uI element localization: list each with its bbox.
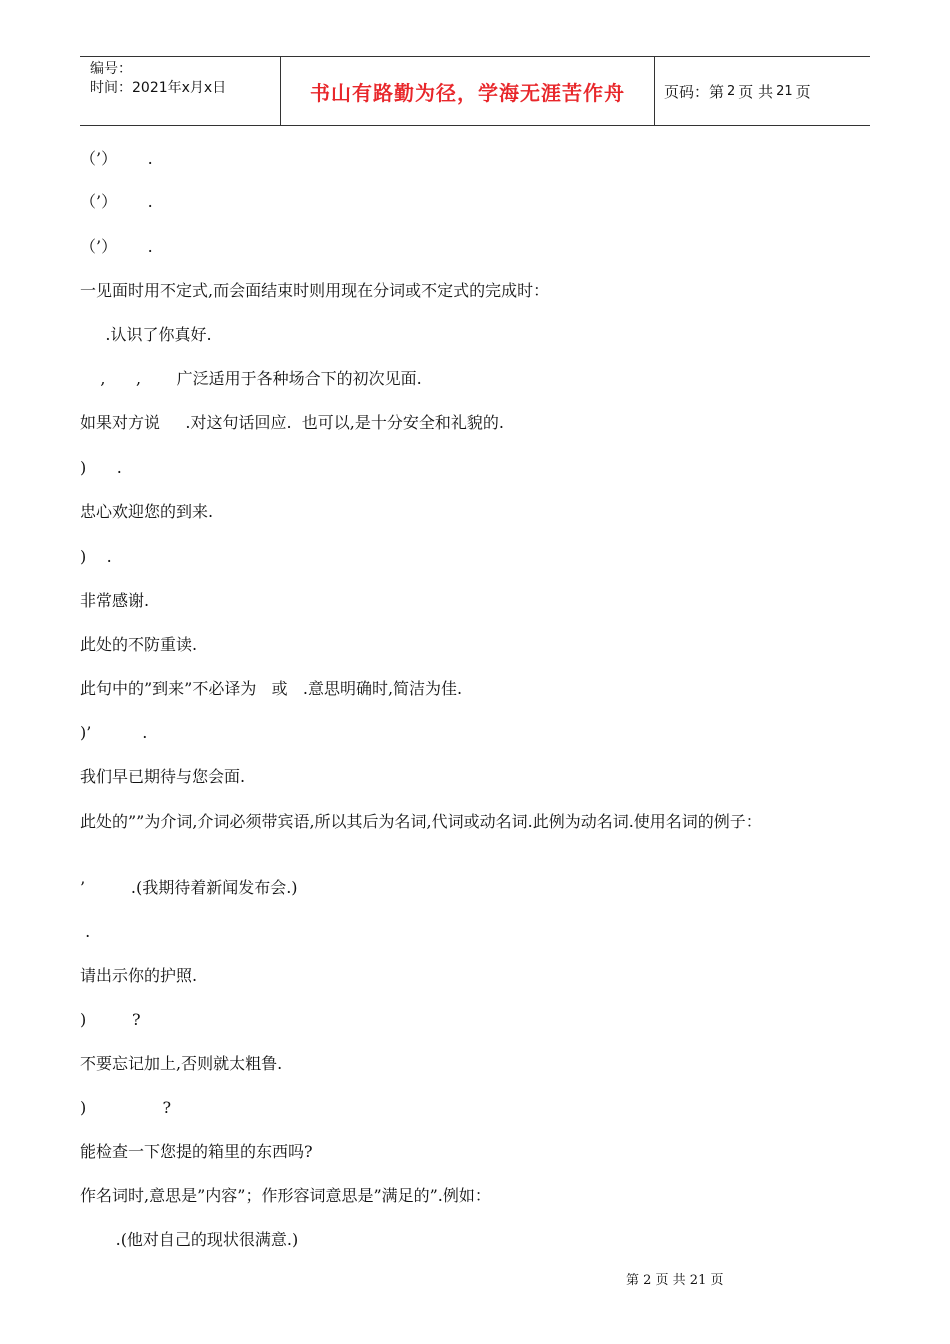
text-line: . <box>80 922 91 941</box>
text-line: 我们早已期待与您会面. <box>80 767 246 786</box>
page-total: 21 <box>776 83 793 99</box>
text-line: 不要忘记加上,否则就太粗鲁. <box>80 1054 283 1073</box>
page-label-suffix: 页 <box>795 82 811 101</box>
text-line: ) ? <box>80 1010 141 1029</box>
page-current: 2 <box>727 83 736 99</box>
text-line: )’ . <box>80 723 148 742</box>
text-line: .(他对自己的现状很满意.) <box>80 1230 299 1249</box>
text-line: ) ? <box>80 1098 172 1117</box>
text-line: 此句中的”到来”不必译为 或 .意思明确时,简洁为佳. <box>80 679 463 698</box>
text-line: .认识了你真好. <box>80 325 212 344</box>
text-line: 非常感谢. <box>80 591 150 610</box>
text-line: 作名词时,意思是”内容”；作形容词意思是”满足的”.例如： <box>80 1186 491 1205</box>
text-line: ) . <box>80 547 112 566</box>
text-line: （’） . <box>80 149 153 168</box>
text-line: ) . <box>80 458 122 477</box>
header-page-info <box>655 57 870 125</box>
page-label-mid: 页 共 <box>738 82 774 101</box>
text-line: 一见面时用不定式,而会面结束时则用现在分词或不定式的完成时： <box>80 281 550 300</box>
page-header <box>80 56 870 126</box>
date-label: 时间：2021年x月x日 <box>90 80 227 96</box>
text-line: （’） . <box>80 237 153 256</box>
page-footer: 第 2 页 共 21 页 <box>626 1273 724 1288</box>
text-paragraph: 此处的””为介词,介词必须带宾语,所以其后为名词,代词或动名词.此例为动名词.使用名词的例子： <box>80 812 762 831</box>
page-label-prefix: 页码：第 <box>664 82 725 101</box>
text-line: 如果对方说 .对这句话回应. 也可以,是十分安全和礼貌的. <box>80 413 504 432</box>
header-motto: 书山有路勤为径，学海无涯苦作舟 <box>281 57 655 125</box>
text-line: （’） . <box>80 192 153 211</box>
text-line: ’ .(我期待着新闻发布会.) <box>80 878 298 897</box>
text-line: 请出示你的护照. <box>80 966 198 985</box>
number-label: 编号： <box>90 61 132 77</box>
header-meta <box>80 57 281 125</box>
text-line: 忠心欢迎您的到来. <box>80 502 214 521</box>
text-line: 此处的不防重读. <box>80 635 198 654</box>
text-line: 能检查一下您提的箱里的东西吗? <box>80 1142 313 1161</box>
text-line: , , 广泛适用于各种场合下的初次见面. <box>80 369 422 388</box>
